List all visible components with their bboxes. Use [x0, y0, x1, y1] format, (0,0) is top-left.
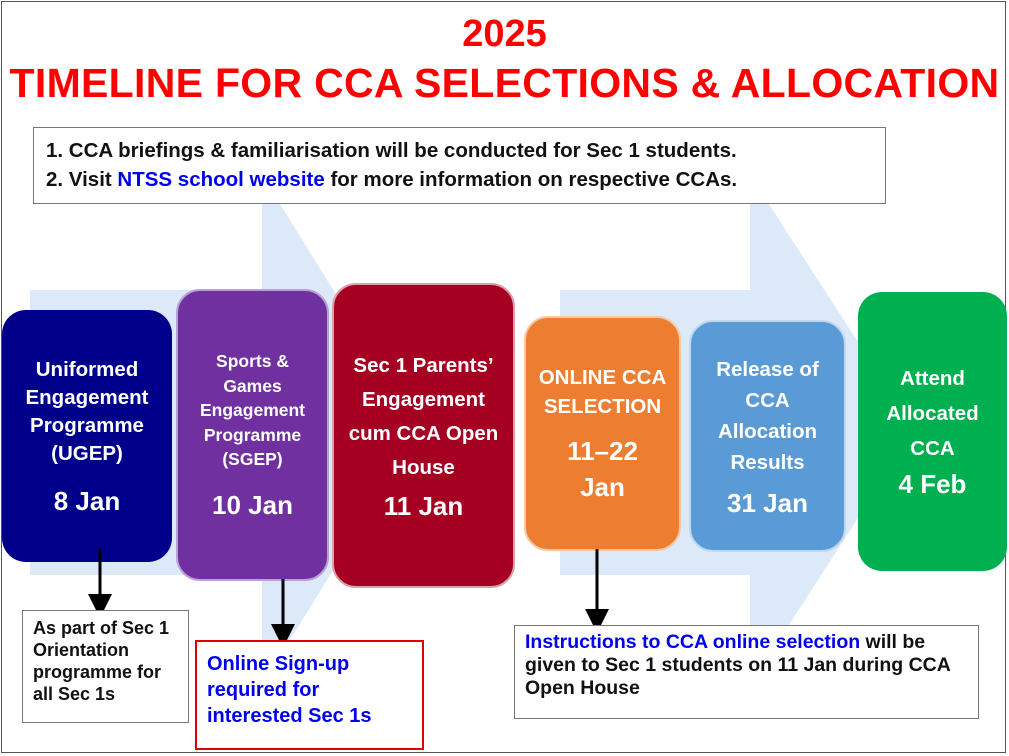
stage-date-attend: 4 Feb [898, 469, 967, 499]
stage-card-attend [858, 292, 1007, 571]
callout-online-selection [514, 625, 979, 719]
stage-title-sgep: Sports & Games Engagement Programme (SGEP) [199, 351, 306, 470]
callout-online-rest: will be given to Sec 1 students on 11 Jan during CCA Open House [525, 631, 951, 699]
title-year: 2025 [462, 13, 547, 55]
callout-sgep-signup: Online Sign-up required for interested Sec 1s [195, 640, 424, 750]
stage-card-results [689, 320, 846, 552]
stage-card-sgep [176, 289, 329, 581]
instructions-link[interactable]: Instructions to CCA online selection [525, 631, 861, 653]
callout-ugep: As part of Sec 1 Orientation programme for all Sec 1s [22, 610, 189, 723]
stage-title-open-house: Sec 1 Parents’ Engagement cum CCA Open House [348, 354, 499, 479]
note-line-1: 1. CCA briefings & familiarisation will be conducted for Sec 1 students. [46, 139, 737, 162]
school-website-link[interactable]: NTSS school website [117, 168, 325, 191]
notes-box [33, 127, 886, 204]
stage-card-online-selection [524, 316, 681, 551]
note-line-2 [46, 165, 885, 194]
note-line-2-suffix: for more information on respective CCAs. [324, 168, 738, 191]
stage-title-ugep: Uniformed Engagement Programme (UGEP) [25, 357, 149, 465]
stage-date-open-house: 11 Jan [383, 491, 464, 521]
title-main: TIMELINE FOR CCA SELECTIONS & ALLOCATION [9, 60, 1000, 106]
stage-title-results: Release of CCA Allocation Results [716, 357, 819, 474]
stage-card-ugep [2, 310, 172, 562]
note-line-2-prefix: 2. Visit [46, 168, 118, 191]
stage-title-online-selection: ONLINE CCA SELECTION [538, 365, 667, 418]
stage-date-sgep: 10 Jan [212, 489, 293, 520]
stage-date-online-selection: 11–22 Jan [567, 435, 638, 502]
stage-card-open-house [332, 283, 515, 588]
stage-title-attend: Attend Allocated CCA [886, 367, 979, 460]
stage-date-ugep: 8 Jan [53, 485, 121, 516]
stage-date-results: 31 Jan [727, 487, 808, 518]
